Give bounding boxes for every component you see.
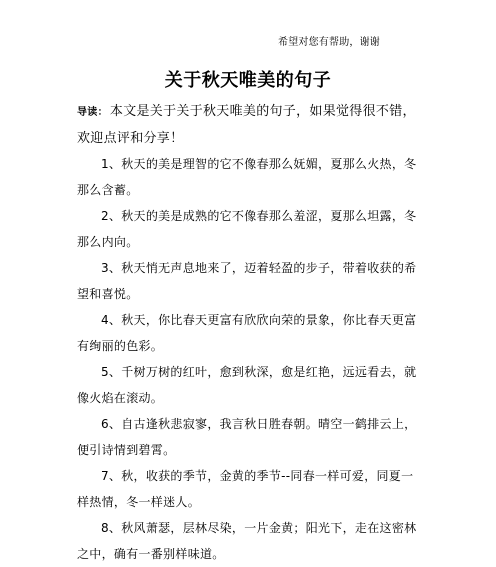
list-item: 6、自古逢秋悲寂寥，我言秋日胜春朝。晴空一鹤排云上，便引诗情到碧霄。 bbox=[77, 417, 417, 457]
sentence-list bbox=[77, 151, 425, 567]
list-item: 2、秋天的美是成熟的它不像春那么羞涩，夏那么坦露，冬那么内向。 bbox=[77, 209, 417, 249]
list-item: 8、秋风萧瑟，层林尽染，一片金黄；阳光下，走在这密林之中，确有一番别样味道。 bbox=[77, 521, 417, 561]
list-item: 4、秋天，你比春天更富有欣欣向荣的景象，你比春天更富有绚丽的色彩。 bbox=[77, 313, 417, 353]
intro-paragraph bbox=[77, 99, 425, 152]
list-item: 3、秋天悄无声息地来了，迈着轻盈的步子，带着收获的希望和喜悦。 bbox=[77, 261, 417, 301]
list-item: 7、秋，收获的季节，金黄的季节--同春一样可爱，同夏一样热情，冬一样迷人。 bbox=[77, 469, 414, 509]
header-note: 希望对您有帮助，谢谢 bbox=[278, 37, 380, 48]
list-item: 5、千树万树的红叶，愈到秋深，愈是红艳，远远看去，就像火焰在滚动。 bbox=[77, 365, 417, 405]
page-title: 关于秋天唯美的句子 bbox=[164, 70, 332, 91]
intro-label: 导读： bbox=[77, 107, 108, 118]
intro-text: 本文是关于关于秋天唯美的句子，如果觉得很不错，欢迎点评和分享！ bbox=[77, 104, 416, 146]
list-item: 1、秋天的美是理智的它不像春那么妩媚，夏那么火热，冬那么含蓄。 bbox=[77, 157, 417, 197]
